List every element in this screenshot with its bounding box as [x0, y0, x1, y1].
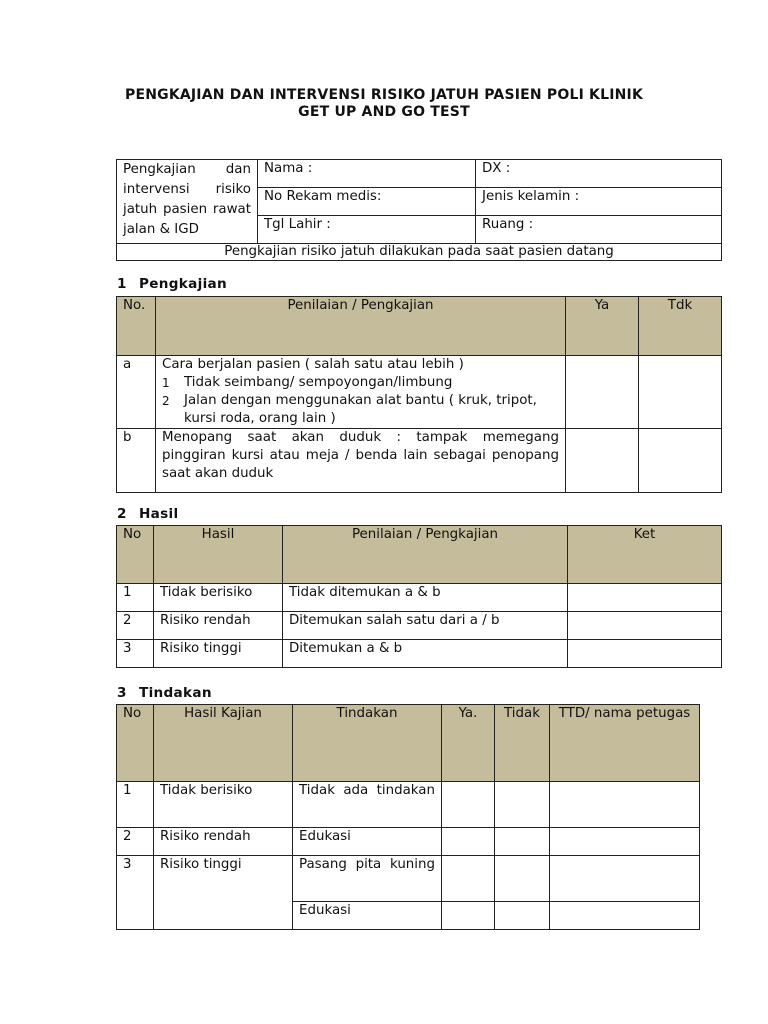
section-3-label: Tindakan: [139, 685, 212, 701]
action-row-1-tindakan: Tidak ada tindakan: [293, 782, 442, 828]
patient-info-table: [116, 159, 722, 261]
row-b-no: b: [117, 429, 156, 493]
row-a-content: [156, 356, 566, 429]
section-2-heading: [117, 506, 178, 522]
row-a-text: Cara berjalan pasien ( salah satu atau lebih ): [162, 357, 464, 372]
action-row-3b-ttd[interactable]: [550, 902, 700, 930]
result-row-2-penilaian: Ditemukan salah satu dari a / b: [283, 612, 568, 640]
result-row-2-hasil: Risiko rendah: [154, 612, 283, 640]
result-row-3-no: 3: [117, 640, 154, 668]
row-a-ya-cell[interactable]: [566, 356, 639, 429]
jenis-kelamin-field[interactable]: Jenis kelamin :: [476, 188, 722, 216]
action-row-1-no: 1: [117, 782, 154, 828]
header-no: No.: [117, 297, 156, 356]
result-row-3-penilaian: Ditemukan a & b: [283, 640, 568, 668]
result-row-3-ket[interactable]: [568, 640, 722, 668]
header-tindakan: Tindakan: [293, 705, 442, 782]
action-row-2-no: 2: [117, 828, 154, 856]
document-subtitle: GET UP AND GO TEST: [298, 104, 470, 120]
row-b-tdk-cell[interactable]: [639, 429, 722, 493]
action-row-2-ya[interactable]: [442, 828, 495, 856]
row-a-sub-1: [162, 374, 559, 392]
result-row-1-ket[interactable]: [568, 584, 722, 612]
sub-text: Tidak seimbang/ sempoyongan/limbung: [184, 375, 453, 390]
action-row-2-ttd[interactable]: [550, 828, 700, 856]
section-2-label: Hasil: [139, 506, 179, 522]
nama-field[interactable]: Nama :: [258, 160, 476, 188]
action-row-2-tidak[interactable]: [495, 828, 550, 856]
ruang-field[interactable]: Ruang :: [476, 216, 722, 244]
result-row-3-hasil: Risiko tinggi: [154, 640, 283, 668]
sub-number: 1: [162, 376, 170, 390]
action-row-3-ttd[interactable]: [550, 856, 700, 902]
action-row-3-tidak[interactable]: [495, 856, 550, 902]
action-row-3b-tindakan: Edukasi: [293, 902, 442, 930]
action-row-3-ya[interactable]: [442, 856, 495, 902]
header-tdk: Tdk: [639, 297, 722, 356]
header-ket: Ket: [568, 526, 722, 584]
dx-field[interactable]: DX :: [476, 160, 722, 188]
section-3-number: 3: [117, 685, 127, 701]
header-ttd: TTD/ nama petugas: [550, 705, 700, 782]
row-a-tdk-cell[interactable]: [639, 356, 722, 429]
section-3-heading: [117, 685, 212, 701]
sub-text: Jalan dengan menggunakan alat bantu ( kruk, tripot, kursi roda, orang lain ): [184, 393, 537, 426]
sub-number: 2: [162, 394, 170, 408]
header-tidak: Tidak: [495, 705, 550, 782]
action-table: [116, 704, 700, 930]
header-no: No: [117, 705, 154, 782]
action-row-1-ya[interactable]: [442, 782, 495, 828]
action-row-1-hasil: Tidak berisiko: [154, 782, 293, 828]
row-b-text: Menopang saat akan duduk : tampak memegang pinggiran kursi atau meja / benda lain sebagai penopang saat akan duduk: [156, 429, 566, 493]
section-2-number: 2: [117, 506, 127, 522]
header-penilaian: Penilaian / Pengkajian: [283, 526, 568, 584]
row-a-sub-2: [162, 392, 559, 428]
action-row-2-tindakan: Edukasi: [293, 828, 442, 856]
action-row-3-no: 3: [117, 856, 154, 930]
header-ya: Ya: [566, 297, 639, 356]
result-table: [116, 525, 722, 668]
tgl-lahir-field[interactable]: Tgl Lahir :: [258, 216, 476, 244]
row-a-no: a: [117, 356, 156, 429]
assessment-description: Pengkajian dan intervensi risiko jatuh pasien rawat jalan & IGD: [117, 160, 258, 244]
result-row-1-hasil: Tidak berisiko: [154, 584, 283, 612]
result-row-1-penilaian: Tidak ditemukan a & b: [283, 584, 568, 612]
action-row-3b-tidak[interactable]: [495, 902, 550, 930]
action-row-1-ttd[interactable]: [550, 782, 700, 828]
action-row-3-hasil: Risiko tinggi: [154, 856, 293, 930]
header-ya: Ya.: [442, 705, 495, 782]
action-row-1-tidak[interactable]: [495, 782, 550, 828]
action-row-2-hasil: Risiko rendah: [154, 828, 293, 856]
action-row-3-tindakan: Pasang pita kuning: [293, 856, 442, 902]
assessment-note: Pengkajian risiko jatuh dilakukan pada saat pasien datang: [117, 244, 722, 261]
row-b-ya-cell[interactable]: [566, 429, 639, 493]
document-title: PENGKAJIAN DAN INTERVENSI RISIKO JATUH PASIEN POLI KLINIK: [124, 87, 644, 103]
section-1-heading: [117, 276, 227, 292]
result-row-2-ket[interactable]: [568, 612, 722, 640]
header-hasil-kajian: Hasil Kajian: [154, 705, 293, 782]
section-1-number: 1: [117, 276, 127, 292]
result-row-1-no: 1: [117, 584, 154, 612]
result-row-2-no: 2: [117, 612, 154, 640]
action-row-3b-ya[interactable]: [442, 902, 495, 930]
assessment-table: [116, 296, 722, 493]
header-hasil: Hasil: [154, 526, 283, 584]
section-1-label: Pengkajian: [139, 276, 227, 292]
header-no: No: [117, 526, 154, 584]
header-penilaian: Penilaian / Pengkajian: [156, 297, 566, 356]
rekam-medis-field[interactable]: No Rekam medis:: [258, 188, 476, 216]
